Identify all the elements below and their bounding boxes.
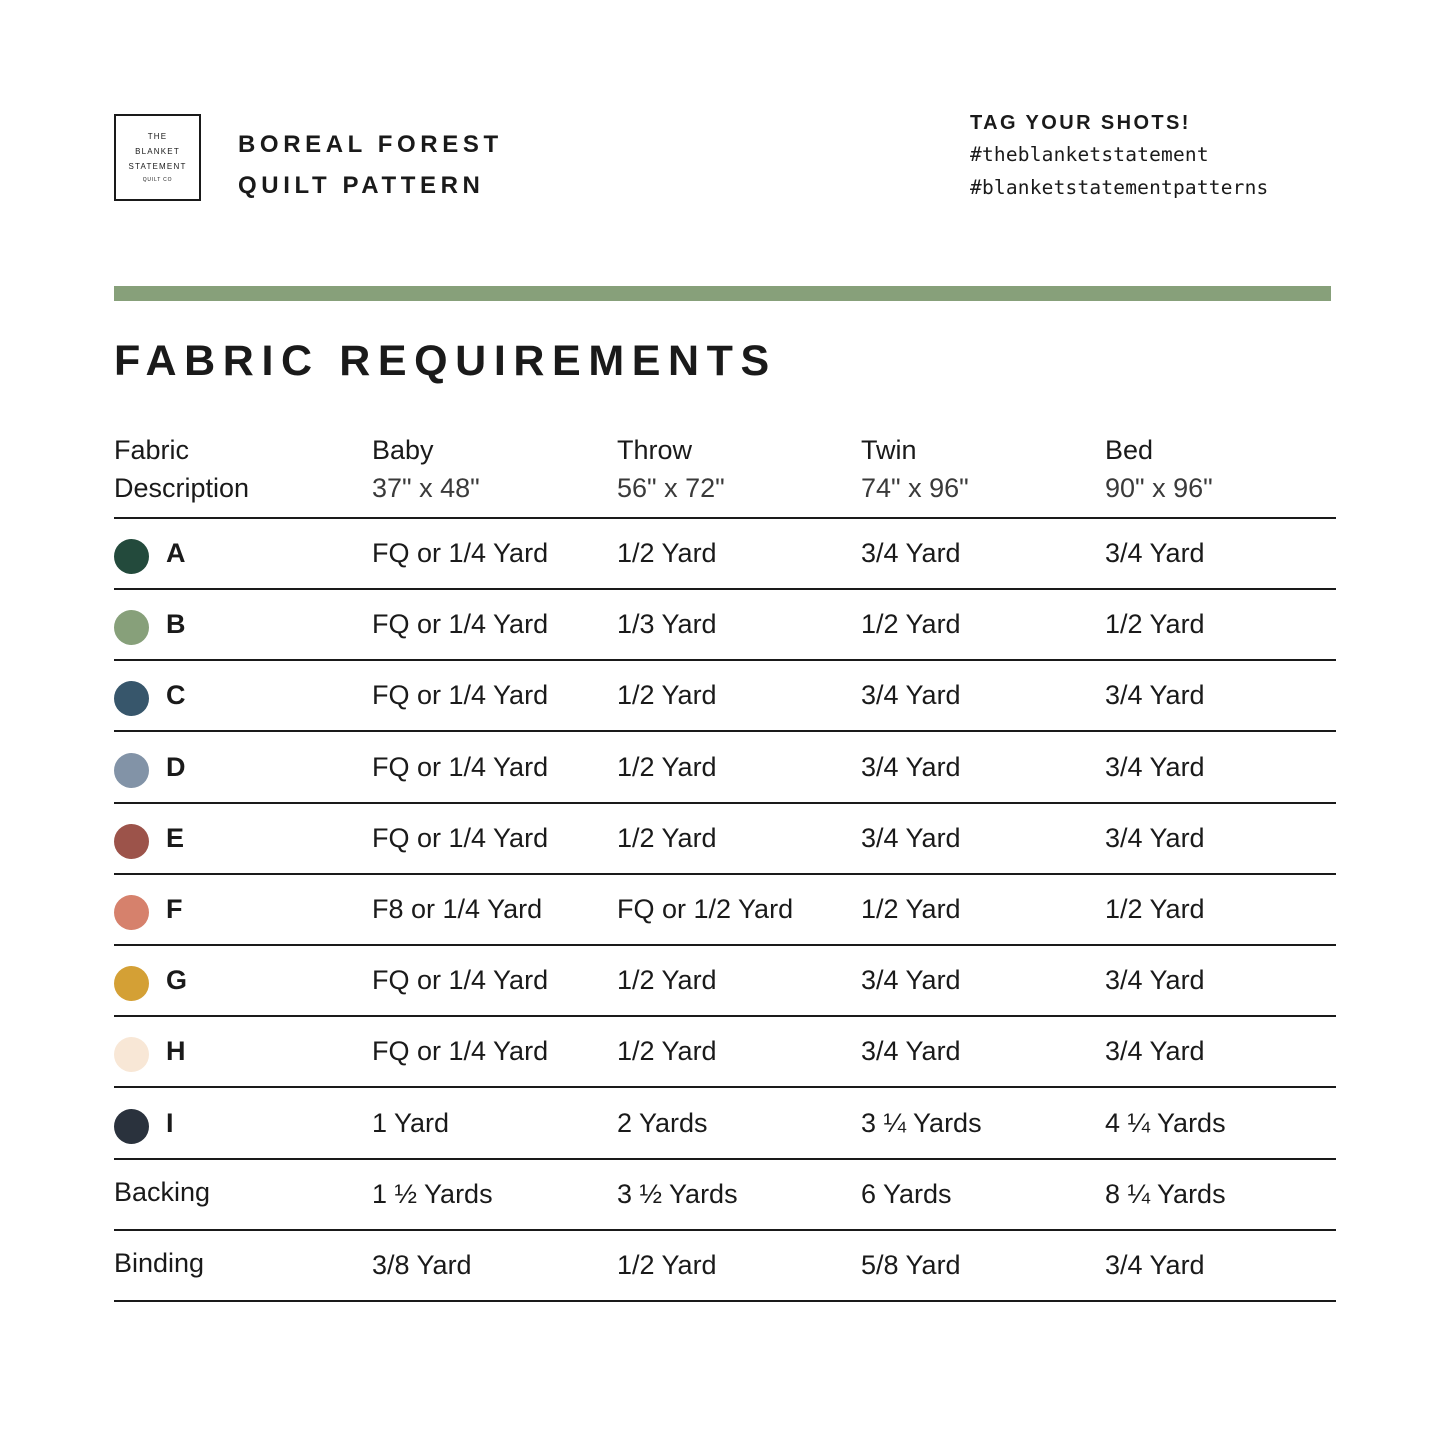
table-row [114,1231,1336,1302]
cell-bed: 1/2 Yard [1105,894,1205,924]
header-label: Throw [617,435,693,465]
cell-throw: 1/2 Yard [617,752,717,782]
cell-twin: 3/4 Yard [861,752,961,782]
fabric-letter: B [166,609,186,639]
pattern-name-line2: QUILT PATTERN [238,172,485,199]
header-label: Bed [1105,435,1154,465]
social-tags [970,108,1269,204]
table-row [114,804,1336,875]
fabric-letter: G [166,965,188,995]
cell-twin: 3/4 Yard [861,823,961,853]
tag-heading: TAG YOUR SHOTS! [970,112,1191,134]
cell-twin: 3/4 Yard [861,1036,961,1066]
cell-baby: FQ or 1/4 Yard [372,538,549,568]
fabric-color-swatch [114,895,149,930]
header-label: Fabric [114,435,190,465]
cell-baby: 1 Yard [372,1108,450,1138]
cell-bed: 3/4 Yard [1105,538,1205,568]
header-bed [1105,431,1213,507]
cell-twin: 3/4 Yard [861,538,961,568]
cell-twin: 6 Yards [861,1179,952,1209]
cell-bed: 8 ¼ Yards [1105,1179,1226,1209]
logo-text-the: THE [147,132,168,141]
logo-text-statement: STATEMENT [128,162,187,171]
cell-throw: 1/2 Yard [617,538,717,568]
row-label: Backing [114,1177,211,1207]
page-title: FABRIC REQUIREMENTS [114,337,777,385]
header-label: Baby [372,435,434,465]
fabric-letter: F [166,894,183,924]
header-size: 37" x 48" [372,473,480,503]
cell-throw: 3 ½ Yards [617,1179,738,1209]
fabric-color-swatch [114,753,149,788]
fabric-letter: D [166,752,186,782]
table-row [114,946,1336,1017]
cell-twin: 1/2 Yard [861,894,961,924]
row-label: Binding [114,1248,205,1278]
cell-throw: FQ or 1/2 Yard [617,894,794,924]
cell-throw: 1/2 Yard [617,823,717,853]
fabric-letter: E [166,823,185,853]
cell-twin: 3 ¼ Yards [861,1108,982,1138]
cell-baby: FQ or 1/4 Yard [372,1036,549,1066]
pattern-name [238,124,503,206]
fabric-color-swatch [114,1109,149,1144]
logo-text-quilt-co: QUILT CO [142,177,173,183]
cell-bed: 3/4 Yard [1105,823,1205,853]
cell-twin: 3/4 Yard [861,680,961,710]
table-header [114,431,1336,519]
cell-baby: FQ or 1/4 Yard [372,752,549,782]
header-sub: Description [114,473,250,503]
cell-throw: 1/3 Yard [617,609,717,639]
table-row [114,661,1336,732]
cell-twin: 3/4 Yard [861,965,961,995]
cell-bed: 3/4 Yard [1105,1250,1205,1280]
cell-bed: 3/4 Yard [1105,1036,1205,1066]
cell-twin: 5/8 Yard [861,1250,961,1280]
cell-bed: 4 ¼ Yards [1105,1108,1226,1138]
cell-baby: FQ or 1/4 Yard [372,609,549,639]
cell-bed: 3/4 Yard [1105,680,1205,710]
hashtag-2: #blanketstatementpatterns [970,176,1269,199]
pattern-name-line1: BOREAL FOREST [238,131,503,158]
fabric-letter: H [166,1036,186,1066]
table-row [114,1017,1336,1088]
cell-baby: FQ or 1/4 Yard [372,965,549,995]
cell-baby: 3/8 Yard [372,1250,472,1280]
cell-bed: 3/4 Yard [1105,965,1205,995]
header-label: Twin [861,435,917,465]
cell-throw: 1/2 Yard [617,1250,717,1280]
cell-baby: 1 ½ Yards [372,1179,493,1209]
fabric-letter: A [166,538,186,568]
cell-baby: FQ or 1/4 Yard [372,680,549,710]
table-row [114,733,1336,804]
fabric-color-swatch [114,1037,149,1072]
fabric-color-swatch [114,966,149,1001]
fabric-color-swatch [114,610,149,645]
cell-baby: F8 or 1/4 Yard [372,894,543,924]
cell-throw: 1/2 Yard [617,1036,717,1066]
cell-bed: 3/4 Yard [1105,752,1205,782]
logo-text-blanket: BLANKET [135,147,180,156]
cell-throw: 1/2 Yard [617,680,717,710]
header-fabric [114,431,249,507]
cell-bed: 1/2 Yard [1105,609,1205,639]
accent-divider [114,286,1331,301]
fabric-color-swatch [114,681,149,716]
header-size: 90" x 96" [1105,473,1213,503]
cell-throw: 2 Yards [617,1108,708,1138]
fabric-letter: C [166,680,186,710]
table-row [114,519,1336,590]
table-row [114,1160,1336,1231]
header-size: 74" x 96" [861,473,969,503]
fabric-color-swatch [114,824,149,859]
header-baby [372,431,480,507]
header-throw [617,431,725,507]
fabric-letter: I [166,1108,174,1138]
cell-throw: 1/2 Yard [617,965,717,995]
fabric-color-swatch [114,539,149,574]
cell-twin: 1/2 Yard [861,609,961,639]
header-size: 56" x 72" [617,473,725,503]
cell-baby: FQ or 1/4 Yard [372,823,549,853]
table-row [114,590,1336,661]
table-row [114,875,1336,946]
table-row [114,1089,1336,1160]
header-twin [861,431,969,507]
hashtag-1: #theblanketstatement [970,143,1209,166]
brand-logo [114,114,201,201]
